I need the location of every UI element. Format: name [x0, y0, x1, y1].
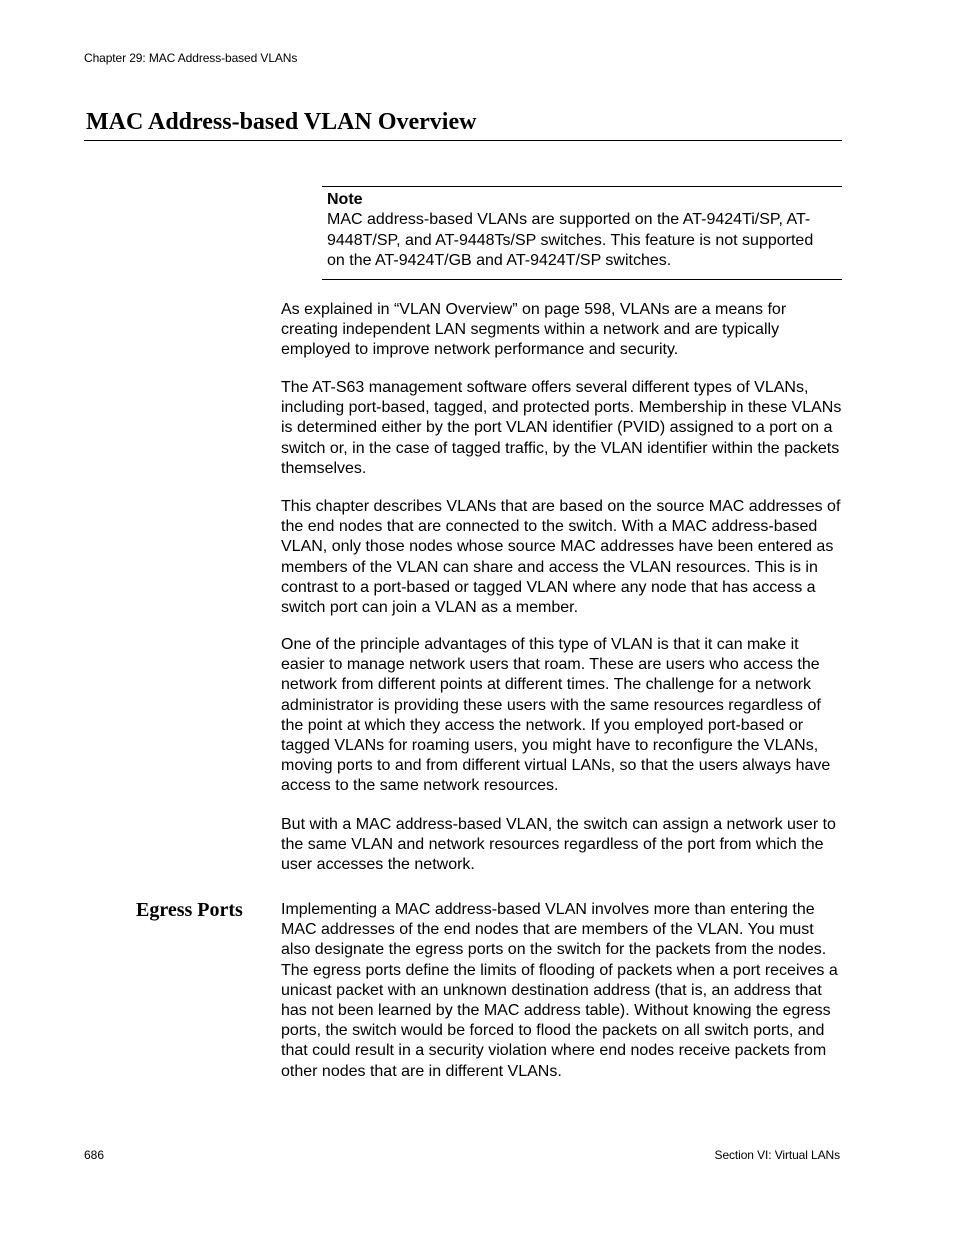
running-header: Chapter 29: MAC Address-based VLANs [84, 51, 298, 65]
paragraph-text: This chapter describes VLANs that are based on the source MAC addresses of the end nodes that are connected to the switch. With a MAC address-based VLAN, only those nodes whose source MAC addresses have been entered as members of the VLAN can share and access the VLAN resources. This is in contrast to a port-based or tagged VLAN where any node that has access a switch port can join a VLAN as a member. [281, 498, 841, 617]
body-paragraph-3 [281, 497, 843, 618]
paragraph-text: The AT-S63 management software offers several different types of VLANs, including port-based, tagged, and protected ports. Membership in these VLANs is determined either by the port VLAN identifier (PVID) assigned to a port on a switch or, in the case of tagged traffic, by the VLAN identifier within the packets themselves. [281, 379, 842, 477]
section-footer: Section VI: Virtual LANs [714, 1148, 840, 1162]
egress-ports-paragraph [281, 900, 843, 1082]
body-paragraph-1 [281, 300, 843, 361]
title-rule [84, 140, 842, 141]
paragraph-text: One of the principle advantages of this type of VLAN is that it can make it easier to manage network users that roam. These are users who access the network from different points at different times. The challenge for a network administrator is providing these users with the same resources regardless of the point at which they access the network. If you employed port-based or tagged VLANs for roaming users, you might have to reconfigure the VLANs, moving ports to and from different virtual LANs, so that the users always have access to the same network resources. [281, 636, 831, 795]
note-heading: Note [327, 191, 363, 208]
note-box [322, 186, 842, 280]
note-text: MAC address-based VLANs are supported on the AT-9424Ti/SP, AT-9448T/SP, and AT-9448Ts/SP switches. This feature is not supported on the AT-9424T/GB and AT-9424T/SP switches. [327, 211, 814, 269]
page-title: MAC Address-based VLAN Overview [86, 109, 477, 135]
paragraph-text: As explained in “VLAN Overview” on page 598, VLANs are a means for creating independent LAN segments within a network and are typically employed to improve network performance and security. [281, 301, 787, 359]
page-number: 686 [84, 1148, 105, 1162]
body-paragraph-4 [281, 635, 843, 797]
paragraph-text: Implementing a MAC address-based VLAN involves more than entering the MAC addresses of the end nodes that are members of the VLAN. You must also designate the egress ports on the switch for the packets from the nodes. The egress ports define the limits of flooding of packets when a port receives a unicast packet with an unknown destination address (that is, an address that has not been learned by the MAC address table). Without knowing the egress ports, the switch would be forced to flood the packets on all switch ports, and that could result in a security violation where end nodes receive packets from other nodes that are in different VLANs. [281, 901, 838, 1080]
body-paragraph-2 [281, 378, 843, 479]
paragraph-text: But with a MAC address-based VLAN, the switch can assign a network user to the same VLAN and network resources regardless of the port from which the user accesses the network. [281, 816, 836, 874]
body-paragraph-5 [281, 815, 843, 876]
egress-ports-heading: Egress Ports [136, 899, 243, 921]
